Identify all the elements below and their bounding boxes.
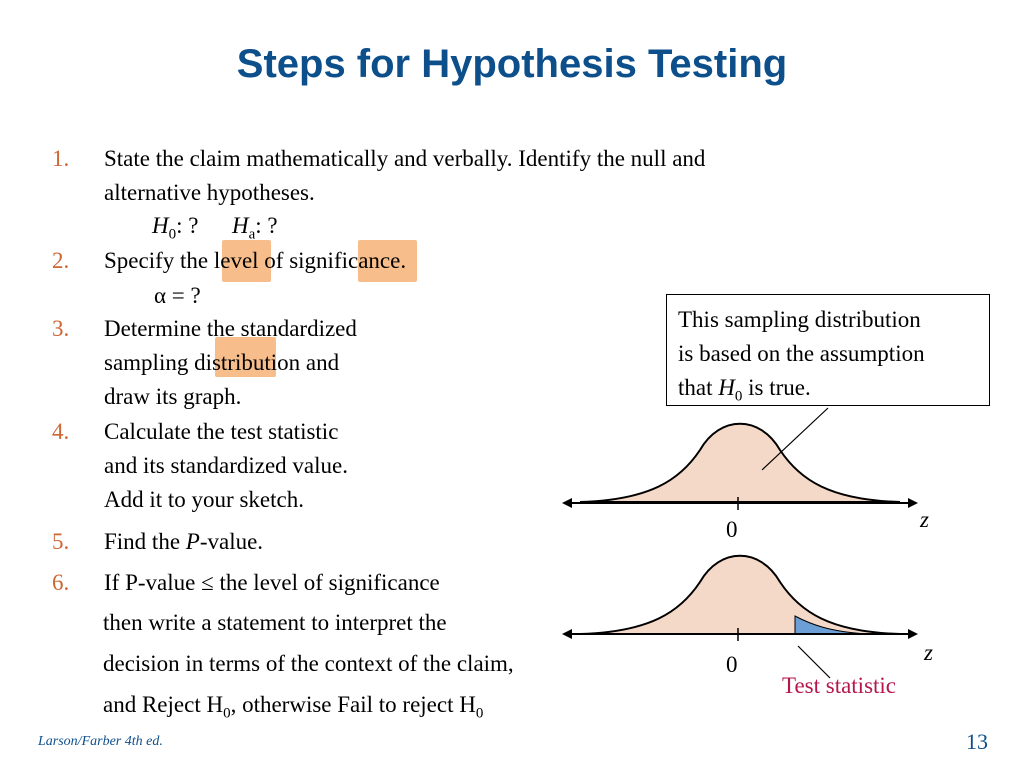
h0-subscript: 0 bbox=[475, 705, 484, 722]
step-5-p: P bbox=[185, 529, 200, 554]
step-5-text-b: -value. bbox=[199, 529, 264, 554]
step-number-4: 4. bbox=[52, 419, 70, 444]
step-number-6: 6. bbox=[52, 570, 70, 595]
step-6-line-3: decision in terms of the context of the claim, bbox=[103, 651, 514, 676]
lower-z-label: z bbox=[924, 640, 933, 665]
alpha-value: α = ? bbox=[154, 283, 201, 308]
ha-value: : ? bbox=[255, 213, 278, 238]
ha-subscript: a bbox=[248, 226, 256, 243]
step-6-reject: and Reject H bbox=[103, 692, 224, 717]
lower-zero-label: 0 bbox=[726, 652, 738, 677]
callout-that: that bbox=[678, 375, 719, 400]
callout-line-1: This sampling distribution bbox=[678, 307, 921, 332]
footer-source: Larson/Farber 4th ed. bbox=[38, 734, 163, 749]
upper-z-label: z bbox=[920, 507, 929, 532]
step-number-2: 2. bbox=[52, 248, 70, 273]
step-number-5: 5. bbox=[52, 529, 70, 554]
step-1-line-2: alternative hypotheses. bbox=[104, 180, 315, 205]
step-6-line-1: If P-value ≤ the level of significance bbox=[104, 570, 440, 595]
step-4-line-2: and its standardized value. bbox=[104, 453, 348, 478]
step-number-1: 1. bbox=[52, 146, 70, 171]
callout-true: is true. bbox=[742, 375, 811, 400]
lower-distribution-curve bbox=[580, 556, 900, 634]
lower-axis-arrow-right bbox=[908, 629, 918, 639]
upper-zero-label: 0 bbox=[726, 517, 738, 542]
step-4-line-3: Add it to your sketch. bbox=[104, 487, 304, 512]
lower-axis-arrow-left bbox=[562, 629, 572, 639]
upper-distribution-curve bbox=[580, 424, 900, 502]
step-6-line-2: then write a statement to interpret the bbox=[103, 610, 447, 635]
h0-symbol: H bbox=[152, 213, 169, 238]
step-6-fail: , otherwise Fail to reject H bbox=[230, 692, 476, 717]
step-5-text-a: Find the bbox=[104, 529, 186, 554]
step-4-line-1: Calculate the test statistic bbox=[104, 419, 339, 444]
h0-subscript: 0 bbox=[168, 226, 177, 243]
step-3-line-2: sampling distribution and bbox=[104, 350, 340, 375]
step-number-3: 3. bbox=[52, 316, 70, 341]
callout-h: H bbox=[718, 375, 735, 400]
test-statistic-label: Test statistic bbox=[782, 673, 897, 698]
h0-subscript: 0 bbox=[223, 705, 231, 722]
callout-line-2: is based on the assumption bbox=[678, 341, 925, 366]
callout-sub: 0 bbox=[734, 388, 743, 405]
step-3-line-3: draw its graph. bbox=[104, 384, 242, 409]
h0-value: : ? bbox=[176, 213, 199, 238]
step-3-line-1: Determine the standardized bbox=[104, 316, 357, 341]
upper-axis-arrow-left bbox=[562, 498, 572, 508]
step-2-line-1: Specify the level of significance. bbox=[104, 248, 407, 273]
step-1-line-1: State the claim mathematically and verbally. Identify the null and bbox=[104, 146, 706, 171]
ha-symbol: H bbox=[231, 213, 249, 238]
upper-axis-arrow-right bbox=[908, 498, 918, 508]
page-number: 13 bbox=[966, 729, 988, 754]
page-title: Steps for Hypothesis Testing bbox=[236, 42, 788, 86]
